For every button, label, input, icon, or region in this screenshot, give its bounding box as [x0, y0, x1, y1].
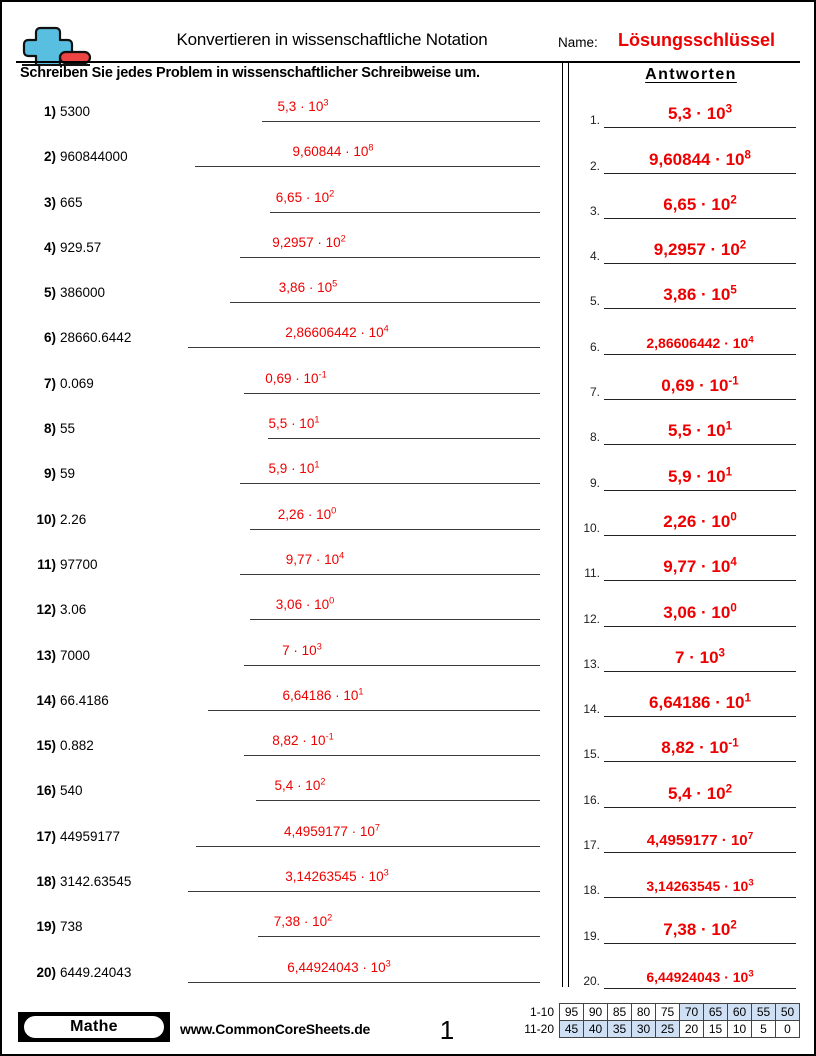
page-footer	[2, 994, 814, 1054]
answer-number: 12.	[583, 611, 600, 626]
problem-row	[2, 860, 558, 905]
answer-key-row	[570, 771, 810, 816]
brand-badge	[18, 1012, 170, 1042]
problem-value: 738	[60, 919, 83, 935]
answer-key-value: $6,44924043 \cdot 10^3$	[646, 968, 754, 985]
score-cell: 65	[704, 1004, 728, 1021]
answer-key-row	[570, 137, 810, 182]
score-cell: 75	[656, 1004, 680, 1021]
answer-blank-line[interactable]	[256, 800, 540, 801]
answer-key-row	[570, 681, 810, 726]
answer-number: 13.	[583, 656, 600, 671]
problem-answer: $9,77 \cdot 10^4$	[285, 550, 345, 567]
answer-key-value: $7,38 \cdot 10^2$	[663, 918, 737, 939]
answer-number: 10.	[583, 520, 600, 535]
answer-key-value: $5,5 \cdot 10^1$	[667, 420, 733, 441]
answer-number: 20.	[583, 973, 600, 988]
answer-key-row	[570, 364, 810, 409]
answer-key-value: $5,3 \cdot 10^3$	[667, 103, 733, 124]
answer-blank-line[interactable]	[250, 619, 540, 620]
answer-key-row	[570, 636, 810, 681]
problem-answer: $6,65 \cdot 10^2$	[275, 188, 335, 205]
problem-row	[2, 905, 558, 950]
problem-value: 960844000	[60, 149, 128, 165]
problem-number: 3)	[43, 194, 56, 210]
problem-value: 665	[60, 194, 83, 210]
answer-key-line	[604, 761, 796, 762]
answer-key-line	[604, 173, 796, 174]
problem-answer: $7,38 \cdot 10^2$	[273, 912, 333, 930]
score-cell: 20	[680, 1021, 704, 1038]
answer-key-row	[570, 545, 810, 590]
problem-value: 7000	[60, 647, 91, 663]
answer-key-line	[604, 490, 796, 491]
problem-answer: $4,4959177 \cdot 10^7$	[284, 822, 380, 839]
problem-answer: $5,3 \cdot 10^3$	[277, 97, 329, 114]
score-cell: 85	[608, 1004, 632, 1021]
name-label: Name:	[558, 35, 598, 50]
answer-key-row	[570, 92, 810, 137]
answer-key-line	[604, 263, 796, 264]
score-cell: 45	[560, 1021, 584, 1038]
problem-value: 2.26	[60, 511, 87, 527]
answers-column-heading: Antworten	[645, 66, 737, 83]
answer-key-row	[570, 953, 810, 998]
answer-number: 1.	[589, 113, 600, 128]
answer-key-line	[604, 580, 796, 581]
score-cell: 60	[728, 1004, 752, 1021]
answer-number: 19.	[583, 928, 600, 943]
problem-row	[2, 679, 558, 724]
answer-blank-line[interactable]	[250, 529, 540, 530]
answer-key-row	[570, 907, 810, 952]
problem-list	[2, 90, 558, 996]
answer-key-value: $2,26 \cdot 10^0$	[663, 511, 737, 531]
problem-answer: $3,06 \cdot 10^0$	[275, 595, 335, 613]
answer-key-value: $9,77 \cdot 10^4$	[663, 556, 737, 577]
score-row	[516, 1021, 800, 1038]
answer-key-row	[570, 817, 810, 862]
problem-value: 386000	[60, 285, 106, 301]
score-cell: 10	[728, 1021, 752, 1038]
problem-row	[2, 407, 558, 452]
answer-key-line	[604, 399, 796, 400]
problem-number: 7)	[43, 375, 56, 391]
answer-number: 11.	[584, 566, 600, 581]
answer-blank-line[interactable]	[188, 891, 540, 892]
answer-key-line	[604, 127, 796, 128]
instructions-text: Schreiben Sie jedes Problem in wissenschaftlicher Schreibweise um.	[20, 65, 480, 81]
answer-number: 8.	[589, 430, 600, 445]
score-row-label: 11-20	[524, 1022, 554, 1036]
answer-key-value: $7 \cdot 10^3$	[675, 647, 725, 667]
score-cell: 90	[584, 1004, 608, 1021]
problem-number: 1)	[43, 104, 56, 119]
answer-key-row	[570, 862, 810, 907]
answer-key-list	[570, 92, 810, 998]
problem-row	[2, 452, 558, 497]
answer-key-value: $6,64186 \cdot 10^1$	[649, 692, 751, 713]
answer-number: 4.	[589, 249, 600, 264]
problem-number: 18)	[36, 874, 56, 890]
problem-answer: $5,9 \cdot 10^1$	[268, 459, 320, 477]
answer-key-line	[604, 716, 796, 717]
answer-blank-line[interactable]	[262, 121, 540, 122]
answer-blank-line[interactable]	[208, 710, 540, 711]
problem-number: 10)	[36, 511, 56, 527]
problem-value: 59	[60, 466, 76, 482]
answer-key-row	[570, 183, 810, 228]
score-cell: 70	[680, 1004, 704, 1021]
answer-blank-line[interactable]	[195, 166, 540, 167]
problem-answer: $2,26 \cdot 10^0$	[277, 505, 337, 522]
answer-key-value: $5,4 \cdot 10^2$	[667, 783, 733, 803]
problem-answer: $9,60844 \cdot 10^8$	[292, 142, 374, 160]
answer-key-row	[570, 273, 810, 318]
problem-number: 5)	[43, 285, 56, 301]
header-divider-rule	[16, 61, 800, 63]
answer-key-value: $2,86606442 \cdot 10^4$	[646, 334, 754, 351]
answer-blank-line[interactable]	[270, 212, 540, 213]
problem-value: 55	[60, 421, 76, 437]
answer-key-line	[604, 988, 796, 989]
answer-number: 3.	[589, 203, 600, 218]
answer-number: 5.	[589, 294, 600, 309]
problem-row	[2, 362, 558, 407]
problem-answer: $9,2957 \cdot 10^2$	[272, 233, 346, 250]
score-cell: 95	[560, 1004, 584, 1021]
answer-number: 14.	[583, 702, 600, 717]
answer-blank-line[interactable]	[268, 438, 540, 439]
problem-number: 17)	[36, 828, 56, 844]
problem-value: 0.069	[60, 375, 94, 391]
problem-row	[2, 543, 558, 588]
answer-key-row	[570, 409, 810, 454]
problem-row	[2, 951, 558, 996]
problem-answer: $5,4 \cdot 10^2$	[274, 776, 326, 794]
answer-key-row	[570, 590, 810, 635]
problem-row	[2, 316, 558, 361]
problem-answer: $5,5 \cdot 10^1$	[268, 414, 320, 432]
score-cell: 15	[704, 1021, 728, 1038]
problem-value: 3.06	[60, 602, 87, 618]
name-value: Lösungsschlüssel	[618, 30, 776, 50]
answer-blank-line[interactable]	[244, 755, 540, 756]
answer-blank-line[interactable]	[240, 574, 540, 575]
score-cell: 25	[656, 1021, 680, 1038]
problem-row	[2, 815, 558, 860]
problem-value: 97700	[60, 556, 98, 572]
problem-answer: $3,14263545 \cdot 10^3$	[285, 867, 389, 885]
answer-key-line	[604, 535, 796, 536]
answer-key-value: $9,60844 \cdot 10^8$	[649, 148, 751, 169]
problem-row	[2, 724, 558, 769]
answer-key-line	[604, 943, 796, 944]
problem-row	[2, 634, 558, 679]
answer-blank-line[interactable]	[188, 347, 540, 348]
problem-answer: $6,64186 \cdot 10^1$	[282, 686, 364, 703]
answer-key-line	[604, 852, 796, 853]
problem-value: 66.4186	[60, 692, 109, 708]
problem-row	[2, 588, 558, 633]
answer-blank-line[interactable]	[230, 302, 540, 303]
problem-number: 19)	[36, 919, 56, 935]
problem-number: 8)	[43, 421, 56, 437]
answer-blank-line[interactable]	[188, 982, 540, 983]
problem-value: 0.882	[60, 738, 94, 754]
column-divider	[562, 62, 570, 987]
problem-answer: $0,69 \cdot 10^{-1}$	[265, 369, 327, 386]
problem-answer: $6,44924043 \cdot 10^3$	[287, 958, 391, 975]
score-cell: 30	[632, 1021, 656, 1038]
problem-value: 929.57	[60, 239, 102, 255]
problem-value: 5300	[60, 104, 91, 119]
answer-key-line	[604, 626, 796, 627]
answer-key-value: $3,86 \cdot 10^5$	[663, 284, 737, 305]
answer-key-value: $9,2957 \cdot 10^2$	[653, 239, 747, 260]
answer-key-line	[604, 897, 796, 898]
problem-value: 28660.6442	[60, 330, 132, 346]
problem-value: 540	[60, 783, 83, 799]
page-title: Konvertieren in wissenschaftliche Notation	[176, 30, 488, 49]
problem-row	[2, 135, 558, 180]
answer-key-line	[604, 444, 796, 445]
answer-key-row	[570, 318, 810, 363]
score-cell: 35	[608, 1021, 632, 1038]
answer-number: 2.	[589, 158, 600, 173]
answer-key-row	[570, 454, 810, 499]
score-cell: 55	[752, 1004, 776, 1021]
answer-key-value: $6,65 \cdot 10^2$	[663, 194, 737, 214]
problem-value: 44959177	[60, 828, 121, 844]
score-cell: 40	[584, 1021, 608, 1038]
answer-number: 16.	[583, 792, 600, 807]
problem-number: 2)	[43, 149, 56, 165]
plus-minus-logo-icon	[20, 24, 92, 66]
answer-blank-line[interactable]	[244, 393, 540, 394]
problem-number: 15)	[36, 738, 56, 754]
problem-number: 4)	[43, 239, 56, 255]
score-cell: 5	[752, 1021, 776, 1038]
answer-blank-line[interactable]	[244, 665, 540, 666]
answer-key-line	[604, 807, 796, 808]
answer-key-row	[570, 500, 810, 545]
page-number: 1	[439, 1015, 455, 1045]
answer-number: 6.	[589, 339, 600, 354]
answer-key-line	[604, 671, 796, 672]
problem-row	[2, 181, 558, 226]
answer-number: 7.	[589, 385, 600, 400]
problem-answer: $8,82 \cdot 10^{-1}$	[272, 731, 334, 749]
problem-answer: $2,86606442 \cdot 10^4$	[285, 323, 389, 341]
answer-blank-line[interactable]	[240, 483, 540, 484]
problem-row	[2, 271, 558, 316]
score-table	[516, 1003, 801, 1038]
answer-key-value: $4,4959177 \cdot 10^7$	[646, 831, 754, 850]
problem-number: 12)	[36, 602, 56, 618]
problem-row	[2, 498, 558, 543]
answer-key-value: $8,82 \cdot 10^{-1}$	[661, 737, 739, 758]
page-header	[2, 2, 814, 83]
answer-number: 15.	[583, 747, 600, 762]
brand-label: Mathe	[24, 1016, 164, 1038]
problem-row	[2, 90, 558, 135]
problem-row	[2, 226, 558, 271]
problem-number: 14)	[36, 692, 56, 708]
site-url: www.CommonCoreSheets.de	[180, 1021, 371, 1037]
answer-blank-line[interactable]	[196, 846, 540, 847]
score-cell: 80	[632, 1004, 656, 1021]
problem-number: 9)	[43, 466, 56, 482]
answer-number: 18.	[583, 883, 600, 898]
problem-number: 6)	[43, 330, 56, 346]
problem-number: 11)	[37, 556, 56, 572]
answer-key-line	[604, 218, 796, 219]
score-row-label: 1-10	[529, 1005, 554, 1019]
answer-blank-line[interactable]	[258, 936, 540, 937]
problem-row	[2, 769, 558, 814]
answer-key-row	[570, 726, 810, 771]
answer-key-row	[570, 228, 810, 273]
problem-value: 3142.63545	[60, 874, 132, 890]
problem-number: 20)	[36, 964, 56, 980]
score-row	[516, 1004, 800, 1021]
answer-blank-line[interactable]	[240, 257, 540, 258]
answer-key-line	[604, 354, 796, 355]
problem-answer: $3,86 \cdot 10^5$	[278, 278, 338, 296]
answer-key-line	[604, 308, 796, 309]
problem-value: 6449.24043	[60, 964, 132, 980]
problem-answer: $7 \cdot 10^3$	[282, 641, 322, 658]
answer-key-value: $5,9 \cdot 10^1$	[667, 466, 733, 486]
score-cell: 50	[776, 1004, 800, 1021]
problem-number: 16)	[36, 783, 56, 799]
answer-number: 9.	[589, 475, 600, 490]
answer-number: 17.	[583, 838, 600, 853]
score-cell: 0	[776, 1021, 800, 1038]
answer-key-value: $0,69 \cdot 10^{-1}$	[661, 375, 739, 396]
answer-key-value: $3,14263545 \cdot 10^3$	[646, 877, 754, 895]
problem-number: 13)	[36, 647, 56, 663]
answer-key-value: $3,06 \cdot 10^0$	[663, 601, 737, 622]
